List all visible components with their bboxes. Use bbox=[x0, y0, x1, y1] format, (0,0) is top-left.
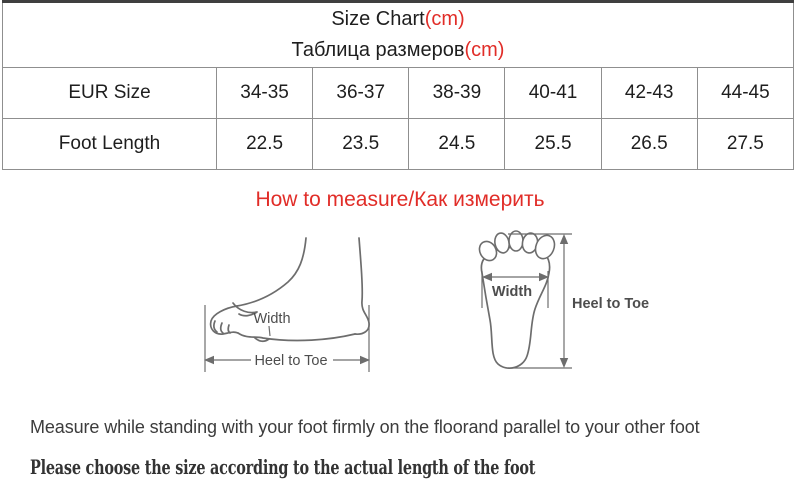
title-row bbox=[3, 2, 794, 68]
chart-title-unit: (cm) bbox=[424, 8, 465, 30]
foot-side-view-diagram bbox=[195, 233, 381, 383]
chart-title-text: Size Chart bbox=[331, 8, 425, 30]
size-selection-note: Please choose the size according to the actual length of the foot bbox=[30, 455, 536, 479]
side-width-label: Width bbox=[253, 311, 291, 327]
chart-subtitle-unit: (cm) bbox=[464, 39, 505, 61]
chart-subtitle-text: Таблица размеров bbox=[291, 39, 465, 61]
eur-size-value: 40-41 bbox=[505, 68, 601, 119]
chart-title bbox=[3, 4, 793, 35]
title-cell bbox=[3, 2, 794, 68]
eur-size-row bbox=[3, 68, 794, 119]
foot-length-value: 22.5 bbox=[217, 119, 313, 170]
foot-length-value: 24.5 bbox=[409, 119, 505, 170]
foot-length-value: 23.5 bbox=[313, 119, 409, 170]
eur-size-value: 44-45 bbox=[697, 68, 793, 119]
size-table bbox=[2, 0, 794, 170]
bottom-width-label: Width bbox=[491, 284, 533, 300]
foot-length-value: 27.5 bbox=[697, 119, 793, 170]
measure-heading: How to measure/Как измерить bbox=[255, 188, 545, 211]
row-header-eur-size: EUR Size bbox=[3, 68, 217, 119]
bottom-heel-to-toe-label: Heel to Toe bbox=[572, 296, 650, 312]
foot-length-row bbox=[3, 119, 794, 170]
side-heel-to-toe-label: Heel to Toe bbox=[254, 353, 328, 369]
foot-length-value: 26.5 bbox=[601, 119, 697, 170]
row-header-foot-length: Foot Length bbox=[3, 119, 217, 170]
eur-size-value: 36-37 bbox=[313, 68, 409, 119]
eur-size-value: 34-35 bbox=[217, 68, 313, 119]
eur-size-value: 42-43 bbox=[601, 68, 697, 119]
measure-instruction-note: Measure while standing with your foot firmly on the floorand parallel to your other foot bbox=[30, 417, 700, 437]
chart-subtitle bbox=[3, 35, 793, 66]
foot-length-value: 25.5 bbox=[505, 119, 601, 170]
eur-size-value: 38-39 bbox=[409, 68, 505, 119]
footprint-bottom-view-diagram bbox=[452, 216, 662, 402]
